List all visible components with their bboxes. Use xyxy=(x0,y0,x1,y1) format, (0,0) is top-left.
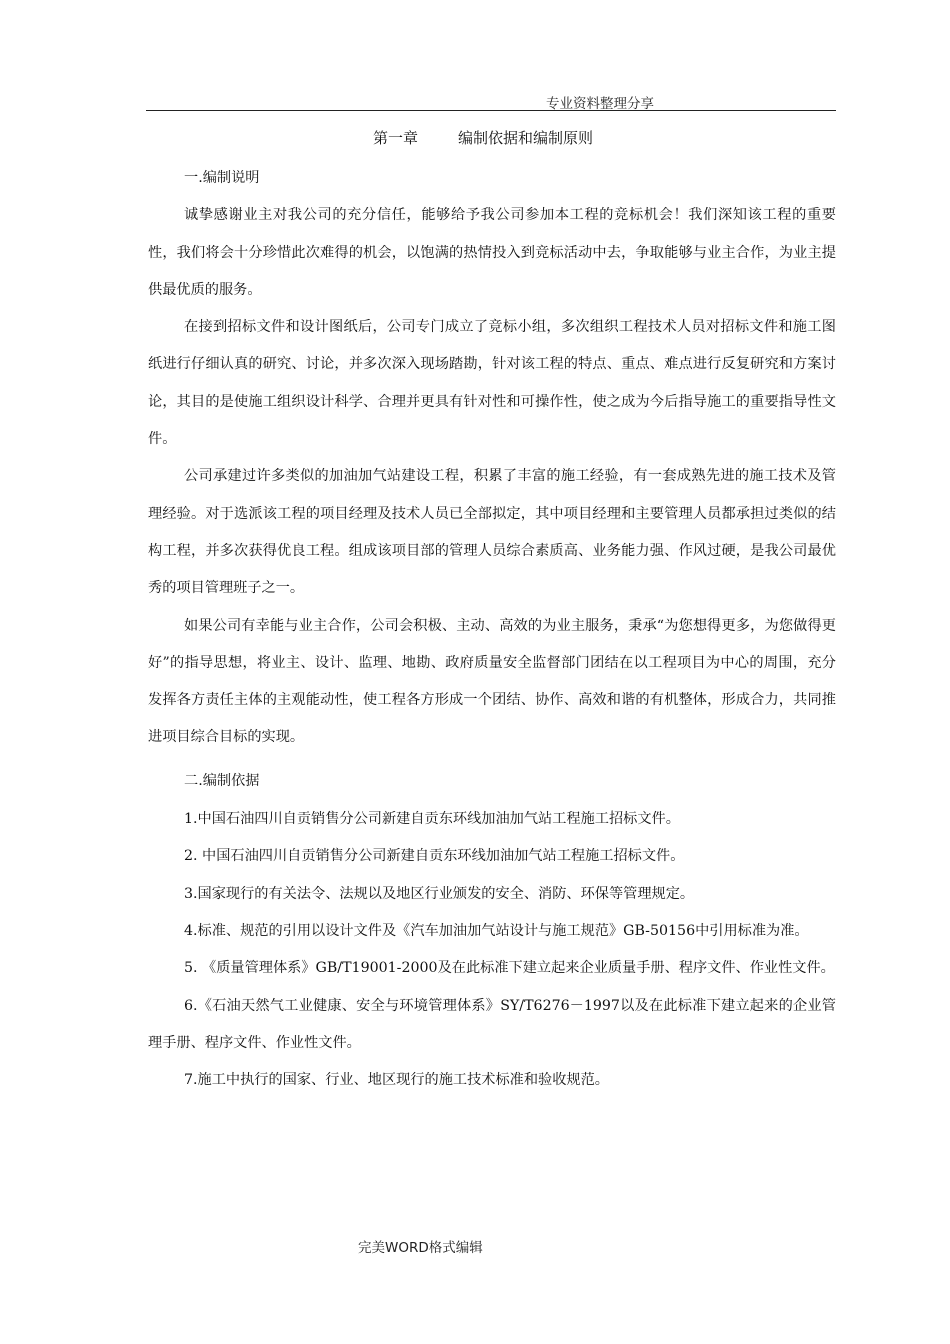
body-paragraph: 在接到招标文件和设计图纸后，公司专门成立了竞标小组，多次组织工程技术人员对招标文件和施工图纸进行仔细认真的研究、讨论，并多次深入现场踏勘，针对该工程的特点、重点、难点进行反复研究和方案讨论，其目的是使施工组织设计科学、合理并更具有针对性和可操作性，使之成为今后指导施工的重要指导性文件。 xyxy=(148,319,836,448)
body-paragraph: 公司承建过许多类似的加油加气站建设工程，积累了丰富的施工经验，有一套成熟先进的施工技术及管理经验。对于选派该工程的项目经理及技术人员已全部拟定，其中项目经理和主要管理人员都承担过类似的结构工程，并多次获得优良工程。组成该项目部的管理人员综合素质高、业务能力强、作风过硬，是我公司最优秀的项目管理班子之一。 xyxy=(148,468,836,597)
basis-list-item: 6.《石油天然气工业健康、安全与环境管理体系》SY/T6276－1997以及在此标准下建立起来的企业管理手册、程序文件、作业性文件。 xyxy=(148,997,836,1051)
chapter-name: 编制依据和编制原则 xyxy=(458,129,594,147)
basis-list-item: 1.中国石油四川自贡销售分公司新建自贡东环线加油加气站工程施工招标文件。 xyxy=(184,811,680,828)
page-footer-text: 完美WORD格式编辑 xyxy=(358,1240,483,1256)
body-paragraph: 诚挚感谢业主对我公司的充分信任，能够给予我公司参加本工程的竞标机会！我们深知该工程的重要性，我们将会十分珍惜此次难得的机会，以饱满的热情投入到竞标活动中去，争取能够与业主合作，为业主提供最优质的服务。 xyxy=(148,207,836,298)
basis-list-item: 3.国家现行的有关法令、法规以及地区行业颁发的安全、消防、环保等管理规定。 xyxy=(184,885,695,902)
body-paragraph: 如果公司有幸能与业主合作，公司会积极、主动、高效的为业主服务，秉承“为您想得更多，为您做得更好”的指导思想，将业主、设计、监理、地勘、政府质量安全监督部门团结在以工程项目为中心的周围，充分发挥各方责任主体的主观能动性，使工程各方形成一个团结、协作、高效和谐的有机整体，形成合力，共同推进项目综合目标的实现。 xyxy=(148,617,836,746)
document-body xyxy=(148,160,836,1099)
page-header-text: 专业资料整理分享 xyxy=(546,96,654,112)
basis-list-item: 7.施工中执行的国家、行业、地区现行的施工技术标准和验收规范。 xyxy=(184,1072,609,1089)
header-divider xyxy=(146,110,836,111)
chapter-number: 第一章 xyxy=(373,129,419,147)
section-heading-compilation-basis: 二.编制依据 xyxy=(184,772,260,789)
basis-list-item: 5. 《质量管理体系》GB/T19001-2000及在此标准下建立起来企业质量手册、程序文件、作业性文件。 xyxy=(184,960,835,977)
chapter-title xyxy=(373,127,593,148)
basis-list-item: 2. 中国石油四川自贡销售分公司新建自贡东环线加油加气站工程施工招标文件。 xyxy=(184,848,685,865)
section-heading-compilation-notes: 一.编制说明 xyxy=(184,170,260,186)
basis-list-item: 4.标准、规范的引用以设计文件及《汽车加油加气站设计与施工规范》GB-50156中引用标准为准。 xyxy=(184,922,809,939)
